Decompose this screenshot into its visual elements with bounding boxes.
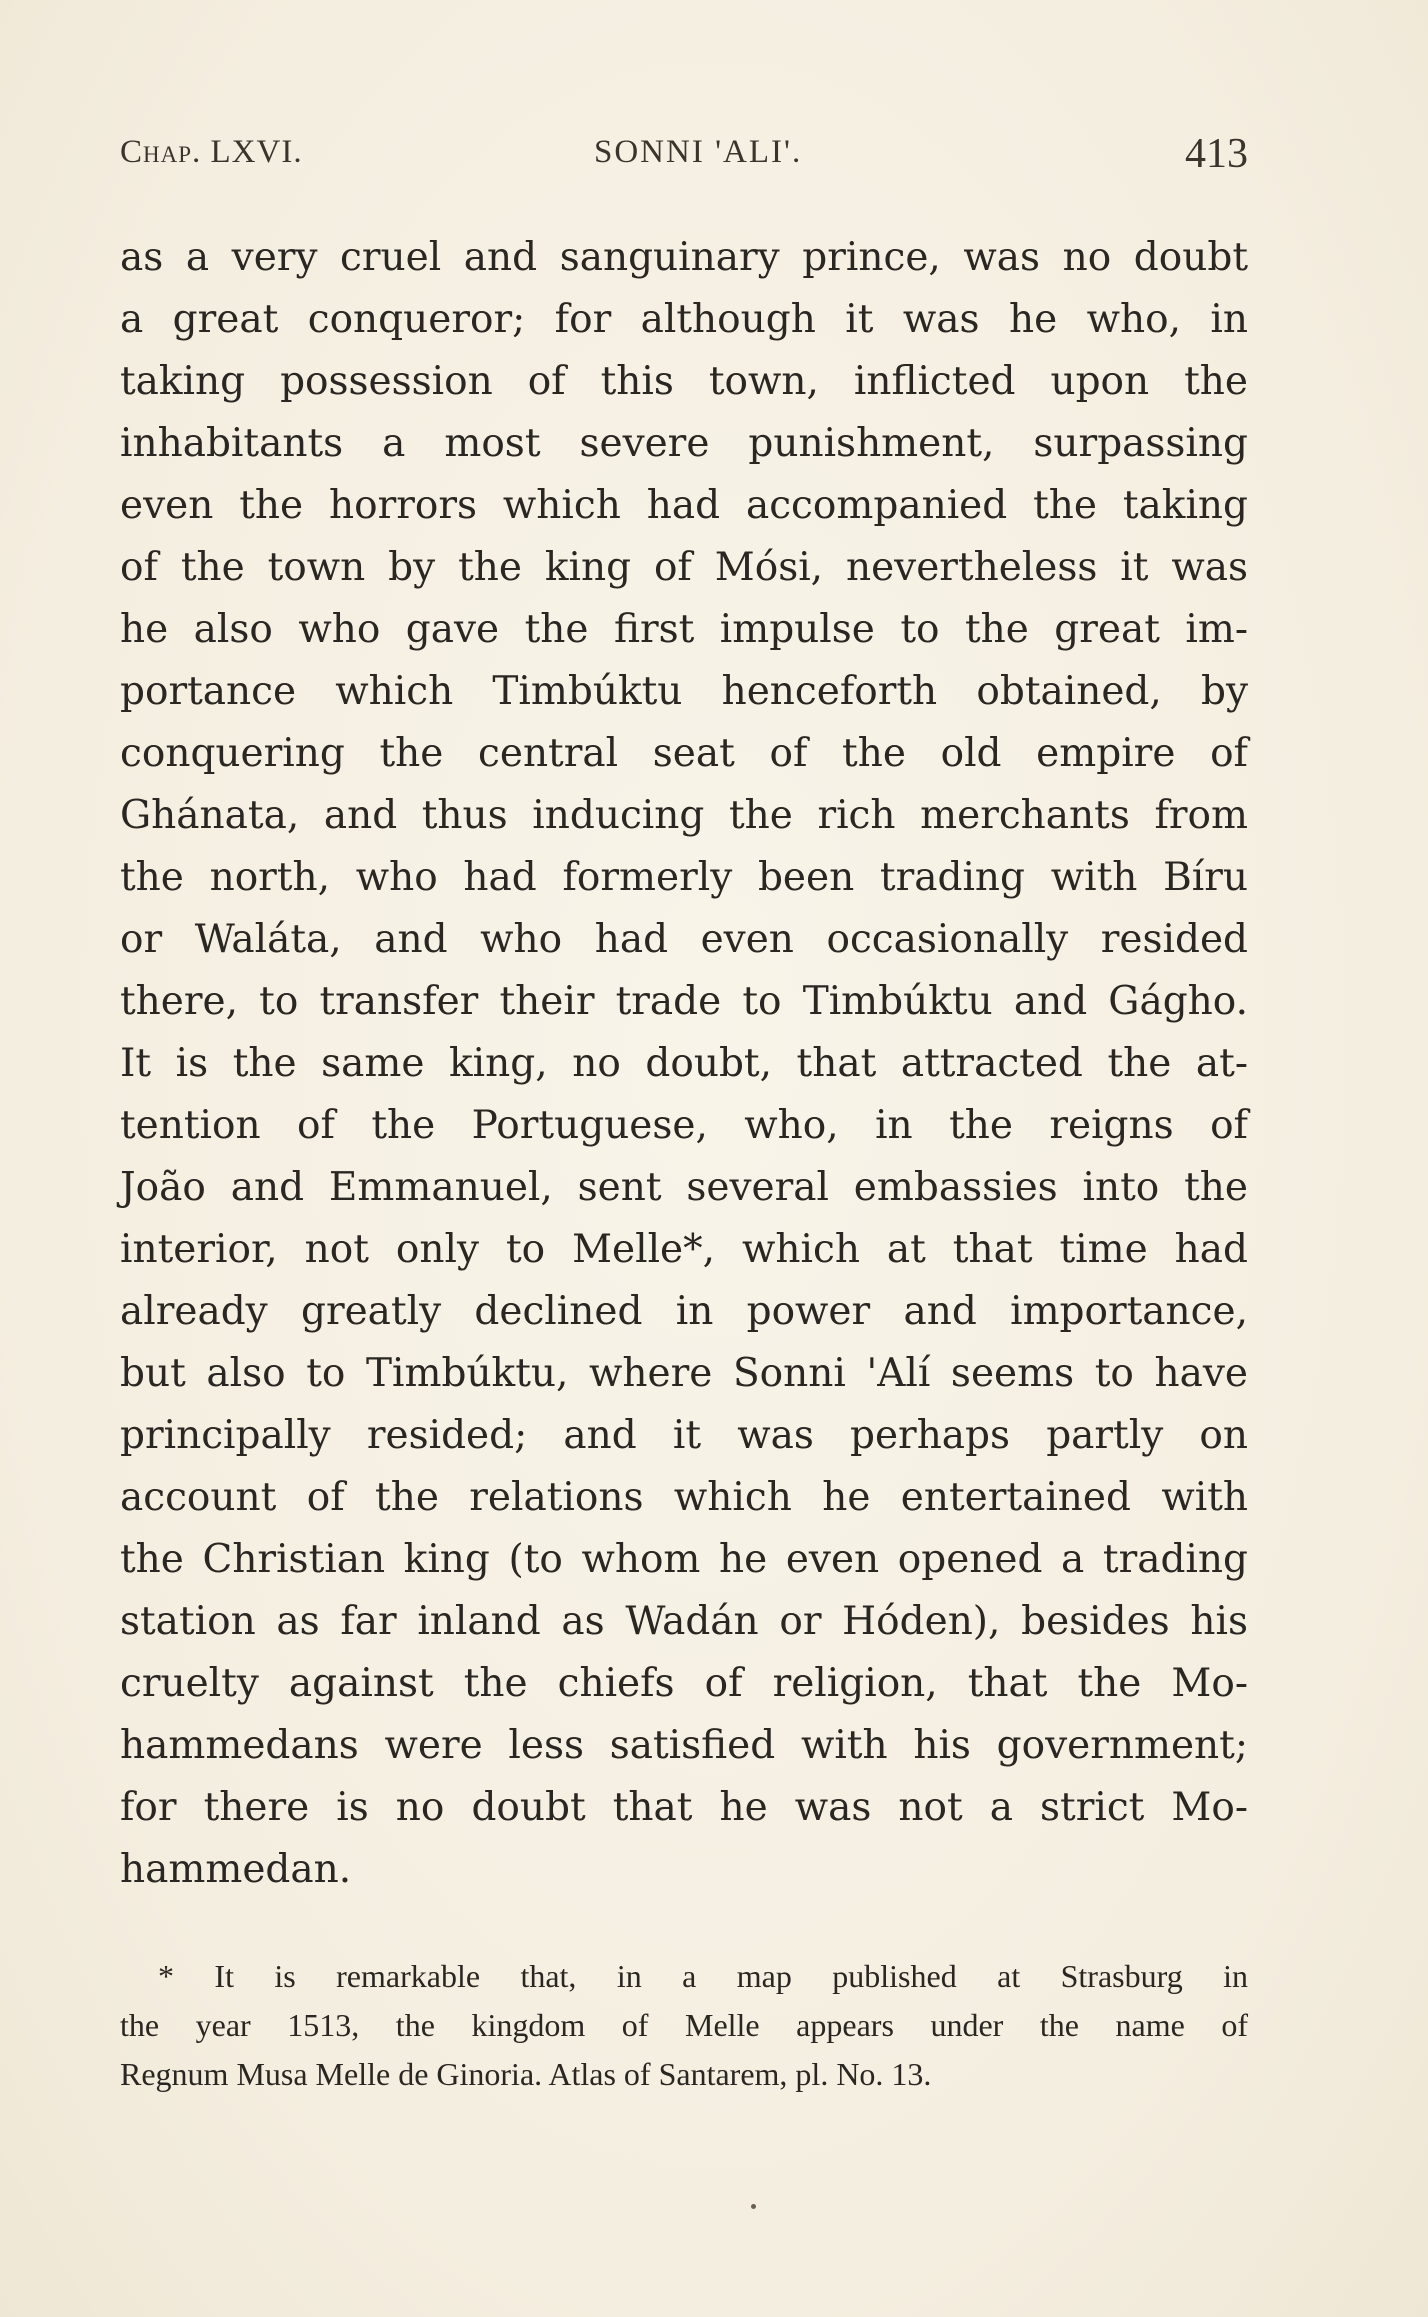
text-line: hammedans were less satisfied with his government; [120, 1723, 1248, 1768]
text-line: cruelty against the chiefs of religion, that the Mo- [120, 1661, 1248, 1706]
body-text [120, 227, 1248, 1901]
footnote [120, 1952, 1248, 2099]
text-line: It is the same king, no doubt, that attracted the at- [120, 1041, 1248, 1086]
text-line: for there is no doubt that he was not a strict Mo- [120, 1785, 1248, 1830]
text-line: the north, who had formerly been trading with Bíru [120, 855, 1248, 900]
text-line: principally resided; and it was perhaps partly on [120, 1413, 1248, 1458]
text-line: interior, not only to Melle*, which at that time had [120, 1227, 1248, 1272]
text-line: he also who gave the first impulse to the great im- [120, 607, 1248, 652]
running-title: SONNI 'ALI'. [594, 134, 803, 170]
text-line: João and Emmanuel, sent several embassies into the [120, 1165, 1248, 1210]
text-line: of the town by the king of Mósi, nevertheless it was [120, 545, 1248, 590]
paper-speck [751, 2204, 756, 2209]
text-line: already greatly declined in power and importance, [120, 1289, 1248, 1334]
text-line: account of the relations which he entertained with [120, 1475, 1248, 1520]
text-line: or Waláta, and who had even occasionally resided [120, 917, 1248, 962]
text-line: inhabitants a most severe punishment, surpassing [120, 421, 1248, 466]
footnote-line: the year 1513, the kingdom of Melle appears under the name of [120, 2007, 1248, 2043]
footnote-line: * It is remarkable that, in a map published at Strasburg in [158, 1958, 1248, 1994]
text-line: a great conqueror; for although it was he who, in [120, 297, 1248, 342]
text-line: portance which Timbúktu henceforth obtained, by [120, 669, 1248, 714]
text-line: even the horrors which had accompanied the taking [120, 483, 1248, 528]
footnote-line-last: Regnum Musa Melle de Ginoria. Atlas of Santarem, pl. No. 13. [120, 2056, 932, 2092]
text-line: taking possession of this town, inflicted upon the [120, 359, 1248, 404]
text-line: as a very cruel and sanguinary prince, was no doubt [120, 235, 1248, 280]
text-line: but also to Timbúktu, where Sonni 'Alí seems to have [120, 1351, 1248, 1396]
chapter-label: Chap. LXVI. [120, 134, 303, 170]
text-line: station as far inland as Wadán or Hóden), besides his [120, 1599, 1248, 1644]
text-line: conquering the central seat of the old empire of [120, 731, 1248, 776]
text-line: there, to transfer their trade to Timbúktu and Gágho. [120, 979, 1248, 1024]
running-head [120, 130, 1248, 180]
text-line: Ghánata, and thus inducing the rich merchants from [120, 793, 1248, 838]
text-line: tention of the Portuguese, who, in the reigns of [120, 1103, 1248, 1148]
text-line: the Christian king (to whom he even opened a trading [120, 1537, 1248, 1582]
text-line-last: hammedan. [120, 1847, 352, 1892]
page-number: 413 [1185, 131, 1248, 177]
